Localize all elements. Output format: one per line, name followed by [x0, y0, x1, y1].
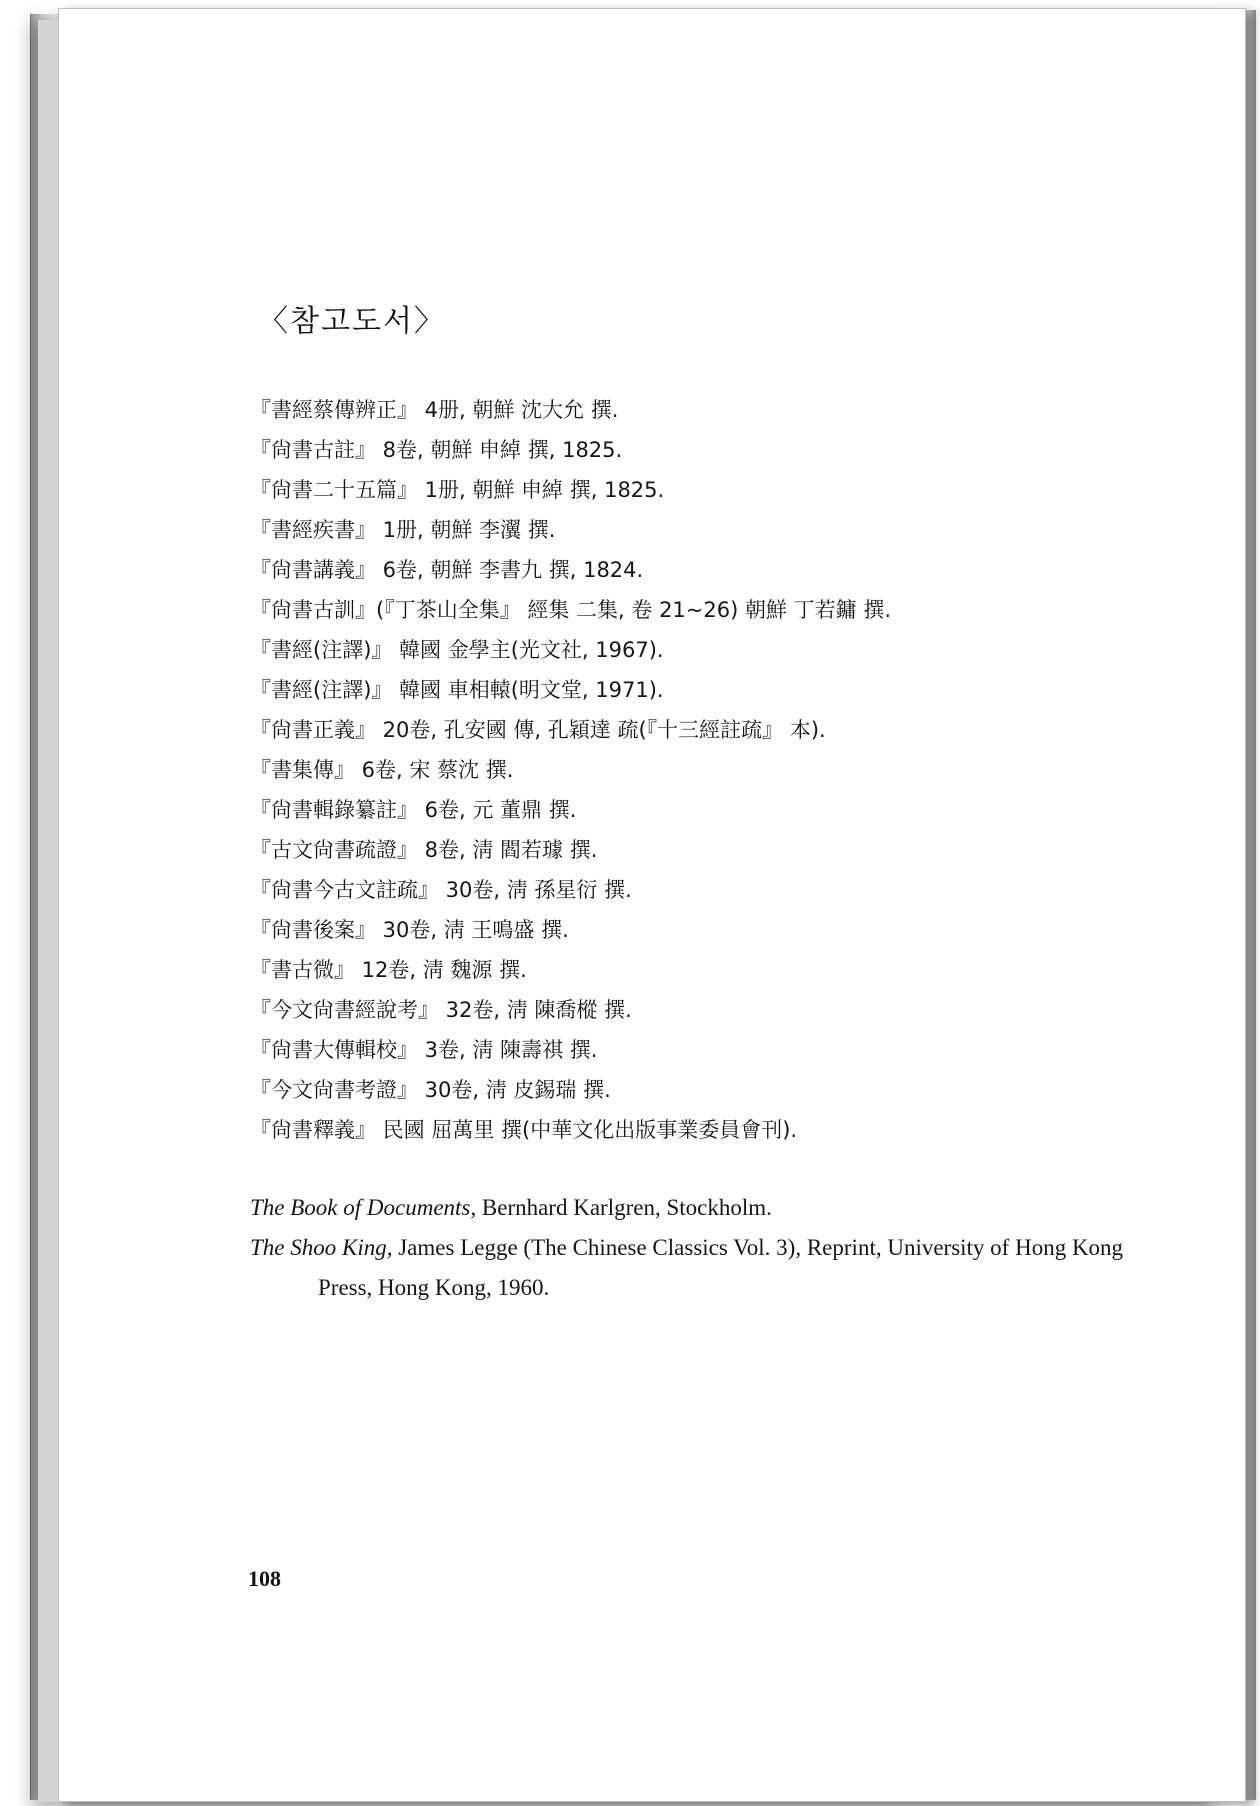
reference-item: 『書經(注譯)』 韓國 金學主(光文社, 1967).	[250, 638, 664, 662]
reference-item: 『書經蔡傳辨正』 4册, 朝鮮 沈大允 撰.	[250, 398, 619, 422]
reference-item: 『尙書古訓』(『丁茶山全集』 經集 二集, 卷 21~26) 朝鮮 丁若鏞 撰.	[250, 598, 892, 622]
reference-item: 『書古微』 12卷, 淸 魏源 撰.	[250, 958, 527, 982]
reference-list	[250, 390, 1130, 1150]
book-title: The Shoo King,	[250, 1235, 393, 1260]
reference-item: 『書集傳』 6卷, 宋 蔡沈 撰.	[250, 758, 514, 782]
english-reference-list	[250, 1188, 1130, 1308]
book-details: James Legge (The Chinese Classics Vol. 3), Reprint, University of Hong Kong Press, Hong Kong, 1960.	[318, 1235, 1124, 1300]
reference-item: 『今文尙書經說考』 32卷, 淸 陳喬樅 撰.	[250, 998, 632, 1022]
reference-item: 『尙書二十五篇』 1册, 朝鮮 申綽 撰, 1825.	[250, 478, 665, 502]
book-details: Bernhard Karlgren, Stockholm.	[476, 1195, 772, 1220]
reference-item: 『書經疾書』 1册, 朝鮮 李瀷 撰.	[250, 518, 556, 542]
page-content	[250, 296, 1130, 1308]
reference-item: 『尙書講義』 6卷, 朝鮮 李書九 撰, 1824.	[250, 558, 644, 582]
reference-item: 『尙書今古文註疏』 30卷, 淸 孫星衍 撰.	[250, 878, 632, 902]
reference-item: 『古文尙書疏證』 8卷, 淸 閻若璩 撰.	[250, 838, 598, 862]
section-heading: 〈참고도서〉	[258, 304, 446, 339]
page-number: 108	[248, 1566, 281, 1591]
reference-item: 『尙書釋義』 民國 屈萬里 撰(中華文化出版事業委員會刊).	[250, 1118, 798, 1142]
reference-item: 『尙書輯錄纂註』 6卷, 元 董鼎 撰.	[250, 798, 577, 822]
english-reference-item	[250, 1228, 1130, 1308]
reference-item: 『尙書大傳輯校』 3卷, 淸 陳壽祺 撰.	[250, 1038, 598, 1062]
reference-item: 『尙書古註』 8卷, 朝鮮 申綽 撰, 1825.	[250, 438, 623, 462]
book-left-edge	[30, 14, 61, 1800]
reference-item: 『尙書正義』 20卷, 孔安國 傳, 孔穎達 疏(『十三經註疏』 本).	[250, 718, 826, 742]
reference-item: 『尙書後案』 30卷, 淸 王鳴盛 撰.	[250, 918, 569, 942]
book-title: The Book of Documents,	[250, 1195, 477, 1220]
reference-item: 『今文尙書考證』 30卷, 淸 皮錫瑞 撰.	[250, 1078, 611, 1102]
reference-item: 『書經(注譯)』 韓國 車相轅(明文堂, 1971).	[250, 678, 664, 702]
english-reference-item	[250, 1188, 1130, 1228]
